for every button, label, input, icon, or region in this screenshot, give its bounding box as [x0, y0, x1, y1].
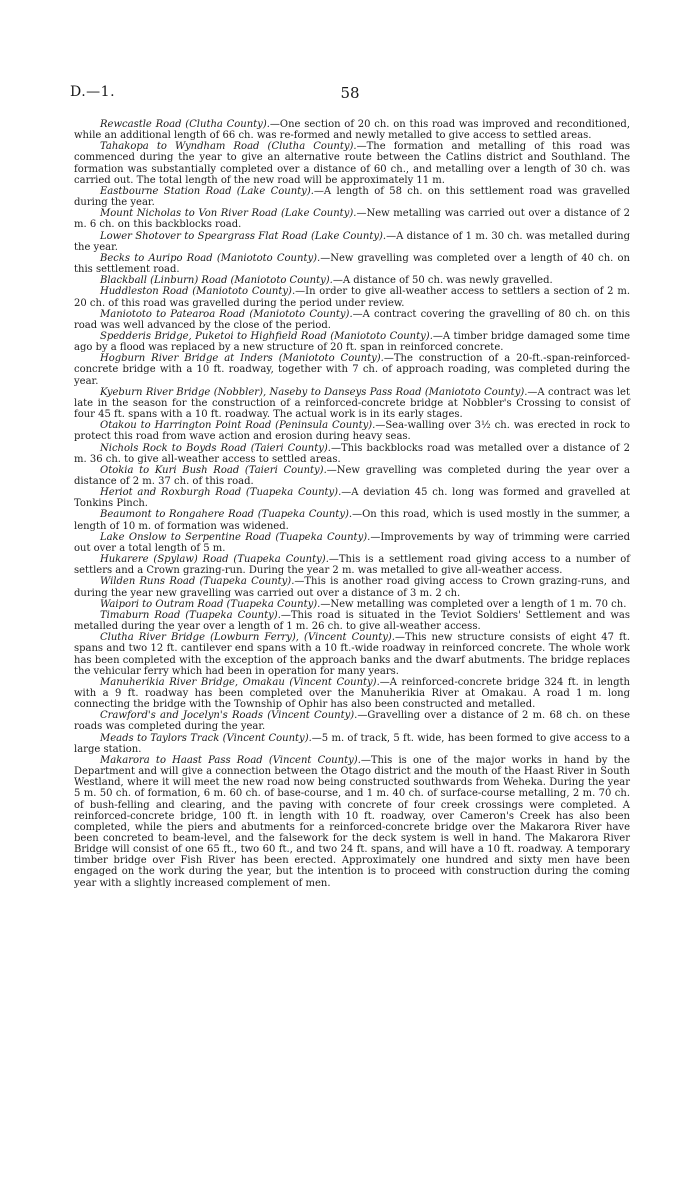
paragraph-text: —A deviation 45 ch. long was formed and gravelled at Tonkins Pinch. — [74, 487, 630, 510]
paragraph-title: Blackball (Linburn) Road (Maniototo County). — [100, 275, 333, 287]
paragraph-text: —Improvements by way of trimming were carried out over a total length of 5 m. — [74, 531, 630, 554]
paragraph-title: Hukarere (Spylaw) Road (Tuapeka County). — [100, 554, 329, 566]
paragraph-text: —Sea-walling over 3½ ch. was erected in rock to protect this road from wave action and erosion during heavy seas. — [74, 420, 630, 443]
paragraph-title: Eastbourne Station Road (Lake County). — [100, 185, 314, 197]
paragraph-text: —A contract covering the gravelling of 80 ch. on this road was well advanced by the close of the period. — [74, 308, 630, 331]
paragraph-title: Crawford's and Jocelyn's Roads (Vincent County). — [100, 710, 358, 722]
paragraph — [74, 286, 630, 308]
paragraph — [74, 576, 630, 598]
paragraph — [74, 141, 630, 186]
paragraph — [74, 677, 630, 710]
paragraph-text: —This is another road giving access to Crown grazing-runs, and during the year new gravelling was carried out over a distance of 3 m. 2 ch. — [74, 576, 631, 599]
paragraph — [74, 387, 630, 420]
paragraph-title: Otakou to Harrington Point Road (Peninsula County). — [100, 420, 376, 432]
paragraph-text: —A distance of 50 ch. was newly gravelled. — [332, 275, 553, 287]
paragraph — [74, 119, 630, 141]
paragraph-text: —The formation and metalling of this road was commenced during the year to give an alternative route between the Catlins district and Southland. The formation was substantially completed over a distance of 60 ch., and metalling over a length of 30 ch. was carried out. The total length of the new road will be approximately 11 m. — [74, 141, 630, 186]
paragraph-text: —A distance of 1 m. 30 ch. was metalled during the year. — [74, 230, 630, 253]
paragraph-title: Timaburn Road (Tuapeka County). — [100, 609, 281, 621]
paragraph — [74, 420, 630, 442]
page-number: 58 — [340, 84, 360, 102]
paragraph — [74, 443, 630, 465]
paragraph-text: —A length of 58 ch. on this settlement road was gravelled during the year. — [74, 185, 630, 209]
paragraph-title: Kyeburn River Bridge (Nobbler), Naseby to Danseys Pass Road (Maniototo County). — [100, 386, 528, 398]
paragraph-title: Makarora to Haast Pass Road (Vincent County). — [100, 754, 361, 766]
paragraph — [74, 554, 630, 576]
paragraph — [74, 710, 630, 732]
paragraph-title: Meads to Taylors Track (Vincent County). — [100, 732, 312, 744]
paragraph-title: Maniototo to Patearoa Road (Maniototo County). — [100, 308, 353, 320]
paragraph-title: Lake Onslow to Serpentine Road (Tuapeka County). — [100, 531, 371, 543]
paragraph-title: Nichols Rock to Boyds Road (Taieri County). — [100, 442, 331, 454]
paragraph — [74, 186, 630, 208]
paragraph — [74, 610, 630, 632]
paragraph-title: Huddleston Road (Maniototo County). — [100, 286, 296, 298]
paragraph-title: Spedderis Bridge, Puketoi to Highfield Road (Maniototo County). — [100, 330, 433, 342]
paragraph — [74, 353, 630, 386]
paragraph-text: —New metalling was carried out over a distance of 2 m. 6 ch. on this backblocks road. — [74, 208, 630, 231]
paragraph-text: —This is a settlement road giving access to a number of settlers and a Crown grazing-run. During the year 2 m. was metalled to give all-weather access. — [74, 554, 630, 577]
paragraph — [74, 309, 630, 331]
paragraph-title: Beaumont to Rongahere Road (Tuapeka County). — [100, 509, 353, 521]
paragraph-text: —New metalling was completed over a length of 1 m. 70 ch. — [320, 598, 627, 610]
paragraph — [74, 275, 630, 286]
paragraph — [74, 253, 630, 275]
paragraph-title: Otokia to Kuri Bush Road (Taieri County). — [100, 464, 327, 476]
paragraph-text: —This backblocks road was metalled over a distance of 2 m. 36 ch. to give all-weather access to settled areas. — [74, 442, 631, 465]
paragraph-text: —One section of 20 ch. on this road was improved and reconditioned, while an additional length of 66 ch. was re-formed and newly metalled to give access to settled areas. — [74, 119, 630, 142]
paragraph-title: Hogburn River Bridge at Inders (Maniototo County). — [100, 353, 384, 365]
paragraph-title: Mount Nicholas to Von River Road (Lake County). — [100, 208, 357, 220]
paragraph-title: Lower Shotover to Speargrass Flat Road (Lake County). — [100, 230, 387, 242]
paragraph-title: Tahakopa to Wyndham Road (Clutha County). — [100, 141, 357, 153]
paragraph — [74, 487, 630, 509]
paragraph-text: —New gravelling was completed over a length of 40 ch. on this settlement road. — [74, 252, 630, 276]
paragraph-text: —A timber bridge damaged some time ago by a flood was replaced by a new structure of 20 ft. span in reinforced concrete. — [74, 330, 630, 354]
document-reference: D.—1. — [70, 84, 116, 100]
paragraph-text: —In order to give all-weather access to settlers a section of 2 m. 20 ch. of this road was gravelled during the period under review. — [74, 286, 630, 309]
paragraph — [74, 208, 630, 230]
paragraph-title: Becks to Auripo Road (Maniototo County). — [100, 252, 321, 264]
paragraph-title: Wilden Runs Road (Tuapeka County). — [100, 576, 295, 588]
paragraph-text: —This road is situated in the Teviot Soldiers' Settlement and was metalled during the year over a length of 1 m. 26 ch. to give all-weather access. — [74, 609, 630, 633]
paragraph-title: Heriot and Roxburgh Road (Tuapeka County). — [100, 487, 342, 499]
paragraph — [74, 231, 630, 253]
paragraph — [74, 632, 630, 677]
paragraph — [74, 509, 630, 531]
document-body — [74, 119, 630, 889]
paragraph-text: —New gravelling was completed during the year over a distance of 2 m. 37 ch. of this road. — [74, 464, 630, 487]
paragraph-text: —On this road, which is used mostly in the summer, a length of 10 m. of formation was widened. — [74, 509, 630, 532]
paragraph — [74, 465, 630, 487]
paragraph-title: Clutha River Bridge (Lowburn Ferry), (Vincent County). — [100, 632, 395, 644]
paragraph-text: —5 m. of track, 5 ft. wide, has been formed to give access to a large station. — [74, 732, 630, 755]
paragraph-text: —This new structure consists of eight 47 ft. spans and two 12 ft. cantilever end spans with a 10 ft.-wide roadway in reinforced concrete. The whole work has been completed with the exception of the approach banks and the dwarf abutments. The bridge replaces the vehicular ferry which had been in operation for many years. — [74, 632, 631, 677]
paragraph — [74, 599, 630, 610]
paragraph-title: Manuherikia River Bridge, Omakau (Vincent County). — [100, 676, 380, 688]
paragraph — [74, 733, 630, 755]
paragraph-text: —A contract was let late in the season for the construction of a reinforced-concrete bridge at Nobbler's Crossing to consist of four 45 ft. spans with a 10 ft. roadway. The actual work is in its early stages. — [74, 386, 630, 421]
paragraph — [74, 755, 630, 889]
paragraph-title: Waipori to Outram Road (Tuapeka County). — [100, 598, 321, 610]
paragraph — [74, 532, 630, 554]
paragraph-text: —The construction of a 20-ft.-span-reinforced-concrete bridge with a 10 ft. roadway, together with 7 ch. of approach roading, was completed during the year. — [74, 353, 630, 387]
paragraph — [74, 331, 630, 353]
paragraph-text: —A reinforced-concrete bridge 324 ft. in length with a 9 ft. roadway has been completed over the Manuherikia River at Omakau. A road 1 m. long connecting the bridge with the Township of Ophir has also been constructed and metalled. — [74, 676, 630, 711]
paragraph-text: —This is one of the major works in hand by the Department and will give a connection between the Otago district and the mouth of the Haast River in South Westland, where it will meet the new road now being constructed southwards from Weheka. During the year 5 m. 50 ch. of formation, 6 m. 60 ch. of base-course, and 1 m. 40 ch. of surface-course metalling, 2 m. 70 ch. of bush-felling and clearing, and the paving with concrete of four creek crossings were completed. A reinforced-concrete bridge, 100 ft. in length with 10 ft. roadway, over Cameron's Creek has also been completed, while the piers and abutments for a reinforced-concrete bridge over the Makarora River have been concreted to beam-level, and the falsework for the deck system is well in hand. The Makarora River Bridge will consist of one 65 ft., two 60 ft., and two 24 ft. spans, and will have a 10 ft. roadway. A temporary timber bridge over Fish River has been erected. Approximately one hundred and sixty men have been engaged on the work during the year, but the intention is to proceed with construction during the coming year with a slightly increased complement of men. — [74, 754, 630, 889]
paragraph-text: —Gravelling over a distance of 2 m. 68 ch. on these roads was completed during the year. — [74, 710, 630, 733]
paragraph-title: Rewcastle Road (Clutha County). — [100, 119, 270, 130]
